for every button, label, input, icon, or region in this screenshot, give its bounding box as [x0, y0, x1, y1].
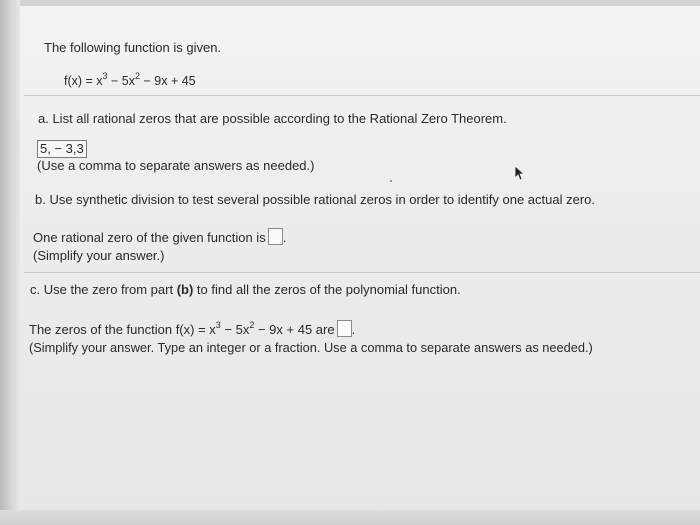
- part-c-statement-mid: − 5x: [220, 322, 250, 337]
- mouse-pointer-icon: [512, 164, 528, 182]
- part-c-hint: (Simplify your answer. Type an integer or a fraction. Use a comma to separate answers as needed.): [29, 340, 593, 355]
- part-c-exponent-2: 2: [249, 320, 255, 330]
- part-c-prompt-end: to find all the zeros of the polynomial function.: [196, 282, 461, 297]
- divider-top: [24, 95, 700, 96]
- function-exponent-2: 2: [135, 71, 141, 81]
- part-b-statement-end: .: [282, 230, 287, 245]
- part-c-statement-suffix: − 9x + 45 are: [254, 322, 335, 337]
- screen-bezel-bottom: [0, 510, 700, 525]
- screen-bezel-left: [0, 0, 20, 525]
- part-b-statement: [33, 228, 286, 245]
- part-b-prompt: b. Use synthetic division to test several possible rational zeros in order to identify one actual zero.: [35, 192, 596, 207]
- function-suffix: − 9x + 45: [140, 74, 196, 88]
- function-mid: − 5x: [107, 74, 136, 88]
- divider-middle: [24, 272, 700, 273]
- part-b-hint: (Simplify your answer.): [33, 248, 165, 263]
- function-prefix: f(x) = x: [64, 74, 103, 88]
- part-c-statement: [29, 320, 355, 337]
- part-c-answer-box[interactable]: [337, 320, 352, 337]
- function-expression: [64, 71, 196, 88]
- part-a-prompt: a. List all rational zeros that are possible according to the Rational Zero Theorem.: [38, 111, 507, 126]
- screen-speck: [390, 180, 392, 182]
- part-c-prompt: [30, 282, 461, 297]
- part-c-prompt-start: c. Use the zero from part: [30, 282, 174, 297]
- part-a-hint: (Use a comma to separate answers as needed.): [37, 158, 315, 173]
- intro-text: The following function is given.: [44, 40, 222, 55]
- part-b-answer-box[interactable]: [268, 228, 283, 245]
- part-c-statement-end: .: [351, 322, 356, 337]
- part-a-answer-field[interactable]: 5, − 3,3: [37, 140, 87, 158]
- function-exponent-3: 3: [102, 71, 108, 81]
- screen-bezel-top: [0, 0, 700, 6]
- part-c-statement-prefix: The zeros of the function f(x) = x: [29, 322, 216, 337]
- part-c-exponent-3: 3: [215, 320, 221, 330]
- part-b-statement-text: One rational zero of the given function is: [33, 230, 266, 245]
- part-c-prompt-bold: (b): [176, 282, 194, 297]
